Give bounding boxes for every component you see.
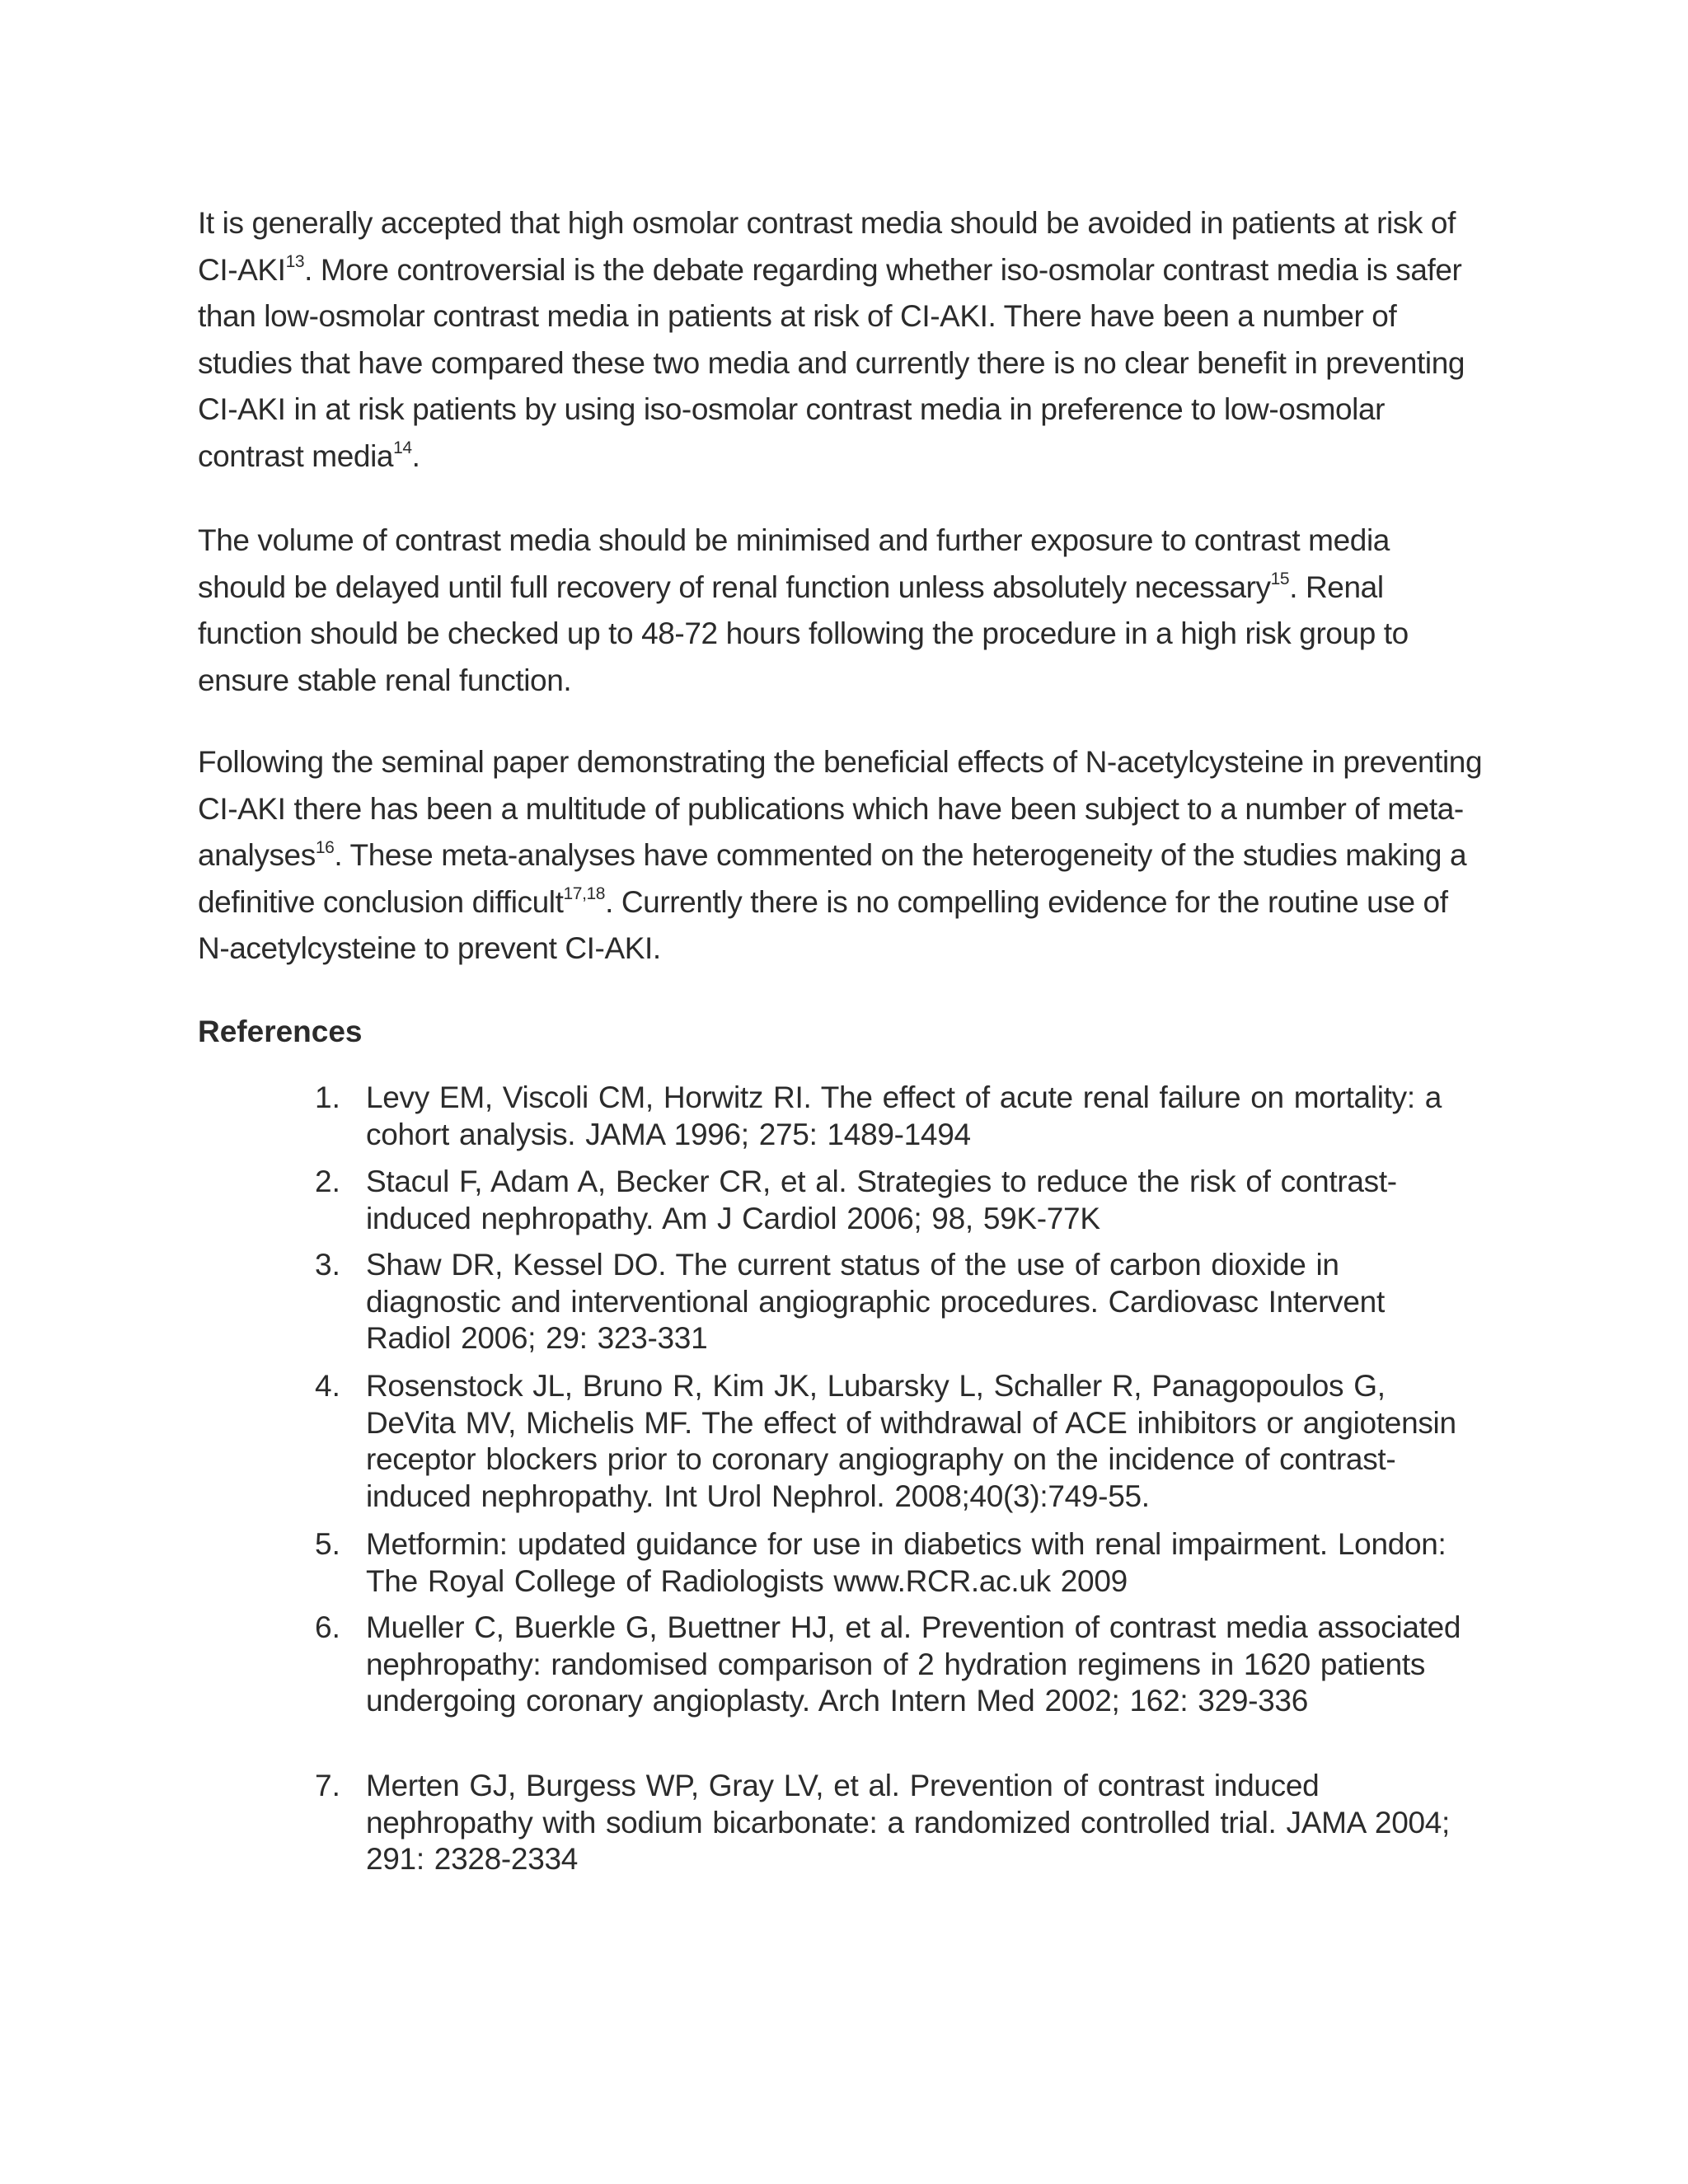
text-run: The volume of contrast media should be minimised and further exposure to contrast media should be delayed until full recovery of renal function unless absolutely necessary: [198, 523, 1390, 604]
citation-superscript: 15: [1270, 569, 1290, 589]
text-run: . Currently there is no compelling evidence for the routine use of N-acetylcysteine to prevent CI-AKI.: [198, 884, 1448, 965]
reference-number: 6.: [315, 1610, 340, 1644]
citation-superscript: 17,18: [563, 884, 606, 904]
text-run: .: [411, 438, 420, 473]
reference-number: 3.: [315, 1248, 340, 1282]
reference-number: 2.: [315, 1165, 340, 1198]
reference-number: 5.: [315, 1527, 340, 1561]
paragraph-contrast-volume: [198, 518, 1484, 704]
reference-text: Stacul F, Adam A, Becker CR, et al. Strategies to reduce the risk of contrast-induced nephropathy. Am J Cardiol 2006; 98, 59K-77K: [366, 1165, 1397, 1235]
citation-superscript: 14: [393, 438, 412, 458]
citation-superscript: 16: [315, 837, 335, 857]
reference-text: Shaw DR, Kessel DO. The current status of the use of carbon dioxide in diagnostic and interventional angiographic procedures. Cardiovasc Intervent Radiol 2006; 29: 323-331: [366, 1248, 1385, 1355]
reference-text: Rosenstock JL, Bruno R, Kim JK, Lubarsky L, Schaller R, Panagopoulos G, DeVita MV, Michelis MF. The effect of withdrawal of ACE inhibitors or angiotensin receptor blockers prior to coronary angiography on the incidence of contrast-induced nephropathy. Int Urol Nephrol. 2008;40(3):749-55.: [366, 1369, 1456, 1513]
reference-number: 1.: [315, 1080, 340, 1114]
reference-text: Mueller C, Buerkle G, Buettner HJ, et al. Prevention of contrast media associated nephropathy: randomised comparison of 2 hydration regimens in 1620 patients undergoing coronary angioplasty. Arch Intern Med 2002; 162: 329-336: [366, 1610, 1461, 1718]
paragraph-n-acetylcysteine: [198, 739, 1484, 972]
text-run: . These meta-analyses have commented on the heterogeneity of the studies making a definitive conclusion difficult: [198, 838, 1467, 919]
reference-number: 4.: [315, 1369, 340, 1403]
paragraph-osmolar-contrast: [198, 200, 1484, 480]
reference-text: Metformin: updated guidance for use in diabetics with renal impairment. London: The Royal College of Radiologists www.RCR.ac.uk 2009: [366, 1527, 1447, 1598]
reference-number: 7.: [315, 1769, 340, 1802]
text-run: It is generally accepted that high osmolar contrast media should be avoided in patients at risk of CI-AKI: [198, 206, 1456, 287]
text-run: . More controversial is the debate regarding whether iso-osmolar contrast media is safer than low-osmolar contrast media in patients at risk of CI-AKI. There have been a number of studies that have compared these two media and currently there is no clear benefit in preventing CI-AKI in at risk patients by using iso-osmolar contrast media in preference to low-osmolar contrast media: [198, 252, 1465, 473]
citation-superscript: 13: [285, 252, 305, 272]
reference-text: Merten GJ, Burgess WP, Gray LV, et al. Prevention of contrast induced nephropathy with sodium bicarbonate: a randomized controlled trial. JAMA 2004; 291: 2328-2334: [366, 1769, 1451, 1876]
references-heading: References: [198, 1015, 363, 1048]
reference-text: Levy EM, Viscoli CM, Horwitz RI. The effect of acute renal failure on mortality: a cohort analysis. JAMA 1996; 275: 1489-1494: [366, 1080, 1442, 1151]
text-run: . Renal function should be checked up to 48-72 hours following the procedure in a high risk group to ensure stable renal function.: [198, 569, 1409, 697]
text-run: Following the seminal paper demonstrating the beneficial effects of N-acetylcysteine in preventing CI-AKI there has been a multitude of publications which have been subject to a number of meta-analyses: [198, 745, 1483, 872]
